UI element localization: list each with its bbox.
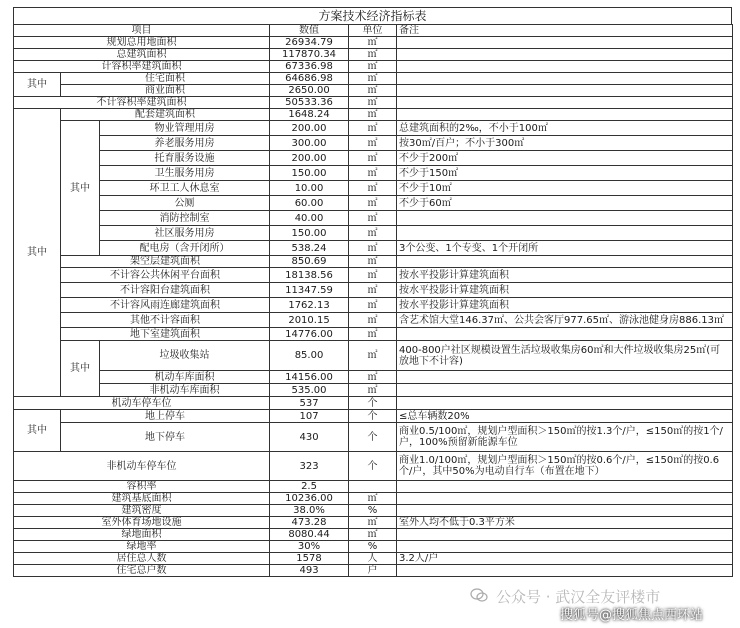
row-value: 67336.98 [270,61,349,73]
row-unit: ㎡ [349,313,397,328]
row-value: 1762.13 [270,298,349,313]
row-unit: ㎡ [349,529,397,541]
row-note [397,328,733,341]
row-value: 850.69 [270,256,349,268]
row-note: 不少于200㎡ [397,151,733,166]
row-note [397,493,733,505]
table-row [14,541,733,553]
row-value: 11347.59 [270,283,349,298]
row-value: 150.00 [270,166,349,181]
row-label: 建筑密度 [14,505,270,517]
row-unit [349,481,397,493]
row-label: 居住总人数 [14,553,270,565]
row-label: 机动车停车位 [14,397,270,410]
table-row [14,410,733,423]
table-row [14,109,733,121]
row-note: 按水平投影计算建筑面积 [397,268,733,283]
row-unit: ㎡ [349,97,397,109]
row-label: 不计容积率建筑面积 [14,97,270,109]
row-note [397,397,733,410]
table-row [14,73,733,85]
row-note: 商业1.0/100㎡，规划户型面积＞150㎡的按0.6个/户，≤150㎡的按0.6个/户，其中50%为电动自行车（布置在地下） [397,452,733,481]
table-row [14,565,733,577]
row-label: 地上停车 [61,410,270,423]
row-unit: 个 [349,410,397,423]
subgroup-label: 其中 [61,341,100,397]
row-label: 地下室建筑面积 [61,328,270,341]
row-label: 公厕 [100,196,270,211]
row-label: 养老服务用房 [100,136,270,151]
row-value: 200.00 [270,121,349,136]
row-label: 建筑基底面积 [14,493,270,505]
table-row [14,181,733,196]
row-value: 493 [270,565,349,577]
subgroup-label: 其中 [61,121,100,256]
row-note [397,529,733,541]
row-label: 托育服务设施 [100,151,270,166]
row-value: 14776.00 [270,328,349,341]
row-note: 总建筑面积的2‰，不小于100㎡ [397,121,733,136]
table-row [14,226,733,241]
row-label: 配电房（含开闭所） [100,241,270,256]
wechat-icon [470,588,488,602]
table-row [14,37,733,49]
row-note [397,211,733,226]
row-note [397,481,733,493]
row-label: 商业面积 [61,85,270,97]
group-label: 其中 [14,73,61,97]
table-row [14,371,733,384]
row-value: 60.00 [270,196,349,211]
row-note [397,37,733,49]
row-value: 1648.24 [270,109,349,121]
indicator-table-container [13,7,732,577]
row-label: 不计容公共休闲平台面积 [61,268,270,283]
table-row [14,452,733,481]
row-unit: ㎡ [349,73,397,85]
row-unit: ㎡ [349,196,397,211]
row-unit: ㎡ [349,166,397,181]
row-unit: ㎡ [349,384,397,397]
row-note: 不少于10㎡ [397,181,733,196]
row-label: 不计容阳台建筑面积 [61,283,270,298]
row-value: 18138.56 [270,268,349,283]
table-row [14,529,733,541]
row-label: 计容积率建筑面积 [14,61,270,73]
watermark-official-account: 公众号 · 武汉全友评楼市 [496,588,661,606]
row-note: 400-800户社区规模设置生活垃圾收集房60㎡和大件垃圾收集房25㎡(可放地下不计容) [397,341,733,371]
row-unit: ㎡ [349,109,397,121]
row-note: 按30㎡/百户；不小于300㎡ [397,136,733,151]
row-value: 40.00 [270,211,349,226]
row-unit: 户 [349,565,397,577]
row-label: 机动车库面积 [100,371,270,384]
row-value: 107 [270,410,349,423]
row-value: 538.24 [270,241,349,256]
table-row [14,493,733,505]
row-note: 不少于150㎡ [397,166,733,181]
row-label: 卫生服务用房 [100,166,270,181]
row-note [397,541,733,553]
row-label: 环卫工人休息室 [100,181,270,196]
table-row [14,283,733,298]
row-label: 住宅面积 [61,73,270,85]
row-label: 地下停车 [61,423,270,452]
row-unit: ㎡ [349,517,397,529]
row-note [397,384,733,397]
row-value: 64686.98 [270,73,349,85]
row-unit: ㎡ [349,226,397,241]
row-unit: ㎡ [349,85,397,97]
table-row [14,151,733,166]
row-value: 10236.00 [270,493,349,505]
row-label: 物业管理用房 [100,121,270,136]
table-row [14,341,733,371]
row-note [397,109,733,121]
table-row [14,241,733,256]
row-label: 配套建筑面积 [61,109,270,121]
row-note: 按水平投影计算建筑面积 [397,298,733,313]
table-row [14,505,733,517]
row-note: 商业0.5/100㎡，规划户型面积＞150㎡的按1.3个/户，≤150㎡的按1个/户，100%预留新能源车位 [397,423,733,452]
row-note [397,73,733,85]
row-unit: ㎡ [349,49,397,61]
row-note: ≤总车辆数20% [397,410,733,423]
row-unit: 个 [349,423,397,452]
table-row [14,61,733,73]
row-note [397,505,733,517]
watermark-sohu: 搜狐号@搜狐焦点西环站 [560,608,704,623]
row-label: 垃圾收集站 [100,341,270,371]
table-row [14,423,733,452]
row-note [397,85,733,97]
table-title: 方案技术经济指标表 [13,7,732,24]
row-note [397,565,733,577]
row-unit: ㎡ [349,121,397,136]
table-row [14,268,733,283]
row-value: 26934.79 [270,37,349,49]
row-label: 不计容风雨连廊建筑面积 [61,298,270,313]
row-unit: ㎡ [349,37,397,49]
header-unit: 单位 [349,25,397,37]
table-row [14,517,733,529]
row-note: 3个公变、1个专变、1个开闭所 [397,241,733,256]
row-value: 2.5 [270,481,349,493]
group-label: 其中 [14,109,61,397]
table-row [14,136,733,151]
header-value: 数值 [270,25,349,37]
row-value: 8080.44 [270,529,349,541]
row-value: 38.0% [270,505,349,517]
table-row [14,85,733,97]
row-label: 其他不计容面积 [61,313,270,328]
row-value: 200.00 [270,151,349,166]
row-label: 消防控制室 [100,211,270,226]
row-value: 14156.00 [270,371,349,384]
group-label: 其中 [14,410,61,452]
row-note [397,256,733,268]
row-value: 10.00 [270,181,349,196]
row-value: 323 [270,452,349,481]
row-label: 容积率 [14,481,270,493]
row-unit: ㎡ [349,493,397,505]
header-note: 备注 [397,25,733,37]
row-value: 85.00 [270,341,349,371]
row-note [397,49,733,61]
row-label: 社区服务用房 [100,226,270,241]
row-note: 不少于60㎡ [397,196,733,211]
indicator-table [13,24,733,577]
row-note: 按水平投影计算建筑面积 [397,283,733,298]
table-row [14,121,733,136]
table-row [14,211,733,226]
row-unit: ㎡ [349,341,397,371]
row-label: 室外体育场地设施 [14,517,270,529]
row-unit: 个 [349,452,397,481]
row-unit: ㎡ [349,268,397,283]
row-unit: ㎡ [349,241,397,256]
row-value: 50533.36 [270,97,349,109]
row-note: 含艺术馆大堂146.37㎡、公共会客厅977.65㎡、游泳池健身房886.13㎡ [397,313,733,328]
row-label: 总建筑面积 [14,49,270,61]
row-value: 1578 [270,553,349,565]
row-value: 2650.00 [270,85,349,97]
row-value: 537 [270,397,349,410]
row-value: 430 [270,423,349,452]
row-unit: ㎡ [349,283,397,298]
row-value: 473.28 [270,517,349,529]
row-value: 30% [270,541,349,553]
table-row [14,256,733,268]
table-row [14,196,733,211]
row-label: 绿地面积 [14,529,270,541]
row-unit: ㎡ [349,136,397,151]
row-label: 住宅总户数 [14,565,270,577]
table-row [14,97,733,109]
row-unit: 个 [349,397,397,410]
row-unit: % [349,541,397,553]
row-value: 117870.34 [270,49,349,61]
row-note [397,97,733,109]
row-label: 架空层建筑面积 [61,256,270,268]
row-label: 非机动车停车位 [14,452,270,481]
row-unit: 人 [349,553,397,565]
table-row [14,328,733,341]
row-unit: ㎡ [349,181,397,196]
row-label: 非机动车库面积 [100,384,270,397]
row-unit: ㎡ [349,61,397,73]
row-unit: ㎡ [349,328,397,341]
row-note [397,61,733,73]
row-value: 300.00 [270,136,349,151]
row-unit: % [349,505,397,517]
row-unit: ㎡ [349,256,397,268]
row-unit: ㎡ [349,298,397,313]
table-row [14,553,733,565]
table-row [14,166,733,181]
row-note: 3.2人/户 [397,553,733,565]
table-row [14,49,733,61]
row-unit: ㎡ [349,371,397,384]
row-label: 规划总用地面积 [14,37,270,49]
row-unit: ㎡ [349,151,397,166]
row-value: 535.00 [270,384,349,397]
table-row [14,313,733,328]
row-label: 绿地率 [14,541,270,553]
header-item: 项目 [14,25,270,37]
row-note [397,226,733,241]
row-unit: ㎡ [349,211,397,226]
header-row [14,25,733,37]
table-row [14,384,733,397]
table-row [14,397,733,410]
row-note: 室外人均不低于0.3平方米 [397,517,733,529]
table-row [14,298,733,313]
row-note [397,371,733,384]
table-row [14,481,733,493]
row-value: 150.00 [270,226,349,241]
row-value: 2010.15 [270,313,349,328]
